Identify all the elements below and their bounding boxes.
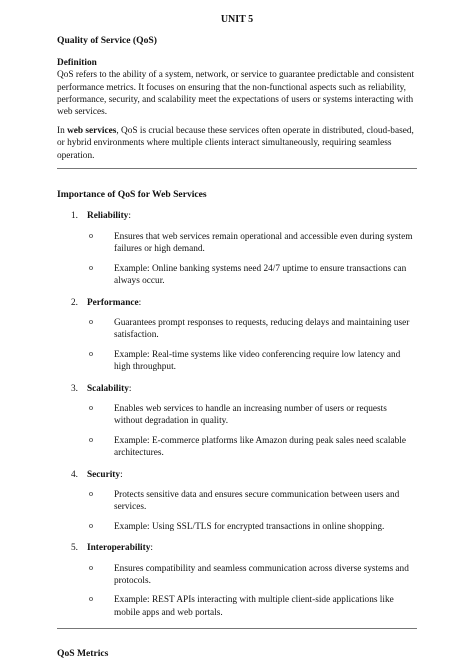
- bullet-text: Ensures compatibility and seamless communication across diverse systems and protocols.: [114, 563, 409, 586]
- paragraph-prefix: In: [57, 125, 68, 136]
- item-colon: :: [120, 469, 123, 480]
- bullet-item: [87, 403, 417, 428]
- bullet-text: Example: E-commerce platforms like Amazon during peak sales need scalable architectures.: [114, 435, 406, 459]
- bullet-text: Example: Online banking systems need 24/7 uptime to ensure transactions can always occur.: [114, 263, 407, 287]
- section-title: Quality of Service (QoS): [57, 35, 157, 47]
- bullet-item: [87, 521, 417, 533]
- importance-item-scalability: [57, 383, 417, 460]
- definition-heading: Definition: [57, 57, 97, 68]
- item-colon: :: [150, 543, 153, 554]
- importance-item-reliability: [57, 210, 417, 287]
- bullet-list: [87, 231, 417, 288]
- bullet-list: [87, 489, 417, 533]
- bullet-list: [87, 403, 417, 460]
- bullet-circle-icon: o: [89, 402, 93, 412]
- bullet-text: Ensures that web services remain operational and accessible even during system failures or high demand.: [114, 231, 413, 255]
- bullet-item: [87, 435, 417, 460]
- bullet-text: Example: REST APIs interacting with multiple client-side applications like mobile apps and web portals.: [114, 595, 394, 618]
- bullet-circle-icon: o: [89, 262, 93, 272]
- bullet-text: Example: Real-time systems like video conferencing require low latency and high throughput.: [114, 349, 401, 373]
- item-colon: :: [128, 383, 132, 394]
- document-page: [57, 14, 417, 670]
- importance-list: [57, 210, 417, 619]
- item-title: Interoperability: [87, 543, 151, 554]
- item-heading: [87, 210, 417, 222]
- importance-item-interoperability: [57, 542, 417, 619]
- item-colon: :: [138, 297, 142, 308]
- importance-heading: Importance of QoS for Web Services: [57, 189, 207, 201]
- item-title: Scalability: [87, 383, 129, 394]
- item-number: 3.: [71, 383, 78, 394]
- bullet-item: [87, 263, 417, 288]
- item-heading: [87, 542, 417, 554]
- item-heading: [87, 469, 417, 481]
- bullet-text: Example: Using SSL/TLS for encrypted transactions in online shopping.: [114, 521, 385, 532]
- bullet-item: [87, 563, 417, 588]
- web-services-paragraph: [57, 125, 417, 162]
- item-title: Reliability: [87, 211, 129, 222]
- definition-paragraph: QoS refers to the ability of a system, network, or service to guarantee predictable and consistent performance metrics. It focuses on ensuring that the non-functional aspects such as reliability, performance, security, and scalability meet the expectations of users or systems interacting with web services.: [57, 70, 415, 118]
- section-divider: [57, 628, 417, 629]
- bullet-circle-icon: o: [89, 316, 93, 326]
- bullet-list: [87, 563, 417, 620]
- bullet-circle-icon: o: [89, 520, 93, 530]
- metrics-heading: QoS Metrics: [57, 648, 109, 660]
- item-colon: :: [128, 211, 131, 222]
- importance-item-performance: [57, 297, 417, 374]
- web-services-term: web services: [67, 125, 117, 136]
- bullet-circle-icon: o: [89, 434, 93, 444]
- bullet-circle-icon: o: [89, 488, 93, 498]
- paragraph-rest: , QoS is crucial because these services often operate in distributed, cloud-based, or hybrid environments where multiple clients interact simultaneously, requiring seamless operation.: [57, 125, 414, 161]
- unit-title: UNIT 5: [220, 14, 254, 25]
- bullet-circle-icon: o: [89, 562, 93, 572]
- item-heading: [87, 297, 417, 309]
- importance-item-security: [57, 469, 417, 534]
- item-number: 2.: [71, 297, 78, 308]
- bullet-item: [87, 489, 417, 514]
- bullet-item: [87, 317, 417, 342]
- item-number: 4.: [71, 469, 78, 480]
- bullet-item: [87, 349, 417, 374]
- section-divider: [57, 168, 417, 169]
- item-heading: [87, 383, 417, 395]
- bullet-list: [87, 317, 417, 374]
- item-title: Security: [87, 469, 121, 480]
- bullet-circle-icon: o: [89, 594, 93, 604]
- item-number: 5.: [71, 543, 78, 554]
- bullet-circle-icon: o: [89, 348, 93, 358]
- bullet-text: Guarantees prompt responses to requests, reducing delays and maintaining user satisfaction.: [114, 317, 410, 341]
- bullet-item: [87, 594, 417, 619]
- item-title: Performance: [87, 297, 139, 308]
- bullet-item: [87, 231, 417, 256]
- bullet-circle-icon: o: [89, 230, 93, 240]
- bullet-text: Protects sensitive data and ensures secure communication between users and services.: [114, 489, 400, 513]
- item-number: 1.: [71, 211, 78, 222]
- bullet-text: Enables web services to handle an increasing number of users or requests without degradation in quality.: [114, 403, 387, 427]
